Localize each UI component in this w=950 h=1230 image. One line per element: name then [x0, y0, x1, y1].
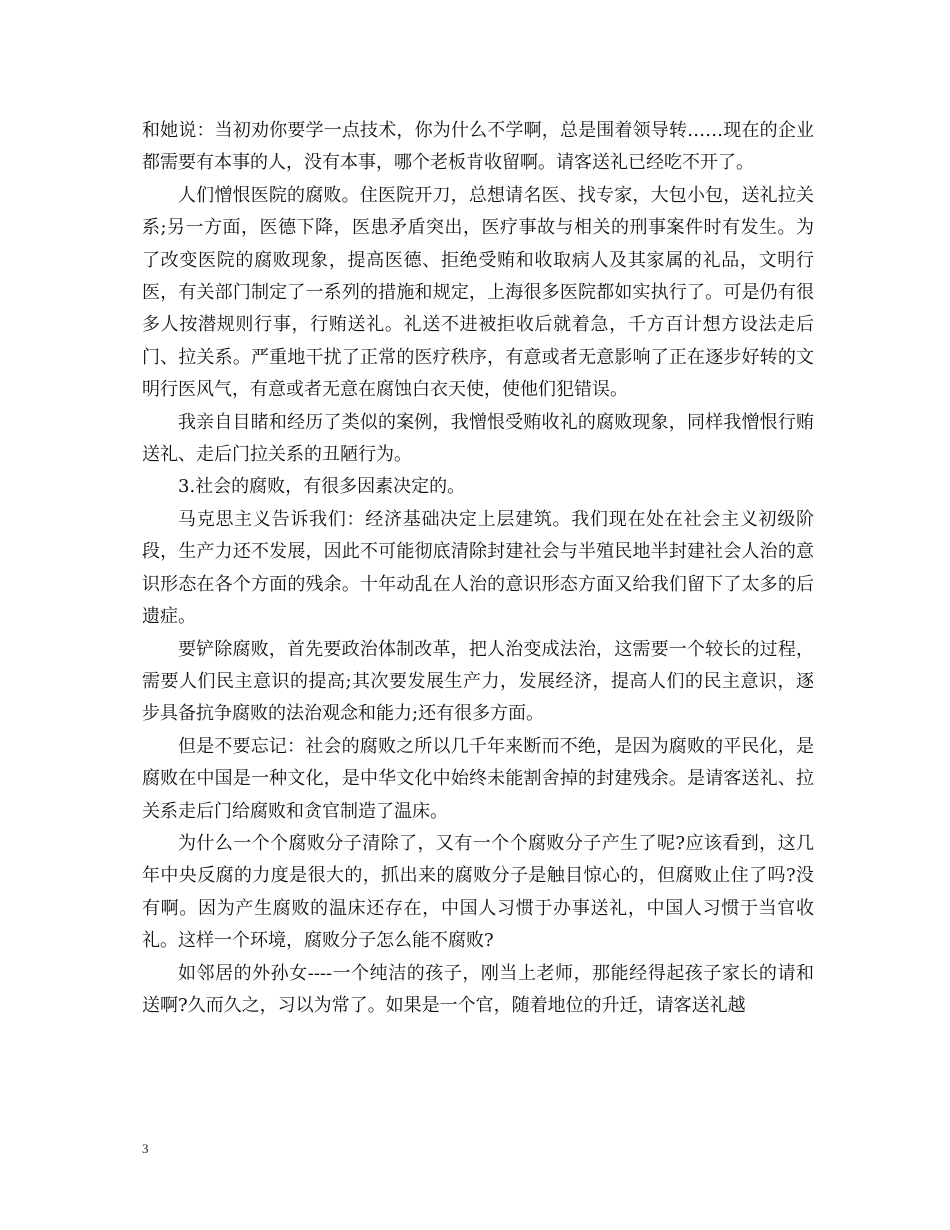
paragraph: 要铲除腐败，首先要政治体制改革，把人治变成法治，这需要一个较长的过程，需要人们民主意识的提高;其次要发展生产力，发展经济，提高人们的民主意识，逐步具备抗争腐败的法治观念和能力;还有很多方面。: [142, 638, 814, 725]
paragraph: 人们憎恨医院的腐败。住医院开刀，总想请名医、找专家，大包小包，送礼拉关系;另一方面，医德下降，医患矛盾突出，医疗事故与相关的刑事案件时有发生。为了改变医院的腐败现象，提高医德、拒绝受贿和收取病人及其家属的礼品，文明行医，有关部门制定了一系列的措施和规定，上海很多医院都如实执行了。可是仍有很多人按潜规则行事，行贿送礼。礼送不进被拒收后就着急，千方百计想方设法走后门、拉关系。严重地干扰了正常的医疗秩序，有意或者无意影响了正在逐步好转的文明行医风气，有意或者无意在腐蚀白衣天使，使他们犯错误。: [142, 184, 814, 401]
paragraph: 为什么一个个腐败分子清除了，又有一个个腐败分子产生了呢?应该看到，这几年中央反腐的力度是很大的，抓出来的腐败分子是触目惊心的，但腐败止住了吗?没有啊。因为产生腐败的温床还存在，中国人习惯于办事送礼，中国人习惯于当官收礼。这样一个环境，腐败分子怎么能不腐败?: [142, 832, 814, 952]
paragraph: 3.社会的腐败，有很多因素决定的。: [178, 476, 466, 498]
paragraph: 马克思主义告诉我们：经济基础决定上层建筑。我们现在处在社会主义初级阶段，生产力还不发展，因此不可能彻底清除封建社会与半殖民地半封建社会人治的意识形态在各个方面的残余。十年动乱在人治的意识形态方面又给我们留下了太多的后遗症。: [142, 508, 814, 628]
page-number: 3: [142, 1141, 149, 1156]
body-text: [142, 115, 814, 1022]
paragraph: 如邻居的外孙女----一个纯洁的孩子，刚当上老师，那能经得起孩子家长的请和送啊?久而久之，习以为常了。如果是一个官，随着地位的升迁，请客送礼越: [142, 962, 814, 1016]
paragraph: 我亲自目睹和经历了类似的案例，我憎恨受贿收礼的腐败现象，同样我憎恨行贿送礼、走后门拉关系的丑陋行为。: [142, 411, 814, 466]
paragraph: 但是不要忘记：社会的腐败之所以几千年来断而不绝，是因为腐败的平民化，是腐败在中国是一种文化，是中华文化中始终未能割舍掉的封建残余。是请客送礼、拉关系走后门给腐败和贪官制造了温床。: [142, 735, 814, 822]
paragraph: 和她说：当初劝你要学一点技术，你为什么不学啊，总是围着领导转……现在的企业都需要有本事的人，没有本事，哪个老板肯收留啊。请客送礼已经吃不开了。: [142, 120, 814, 174]
